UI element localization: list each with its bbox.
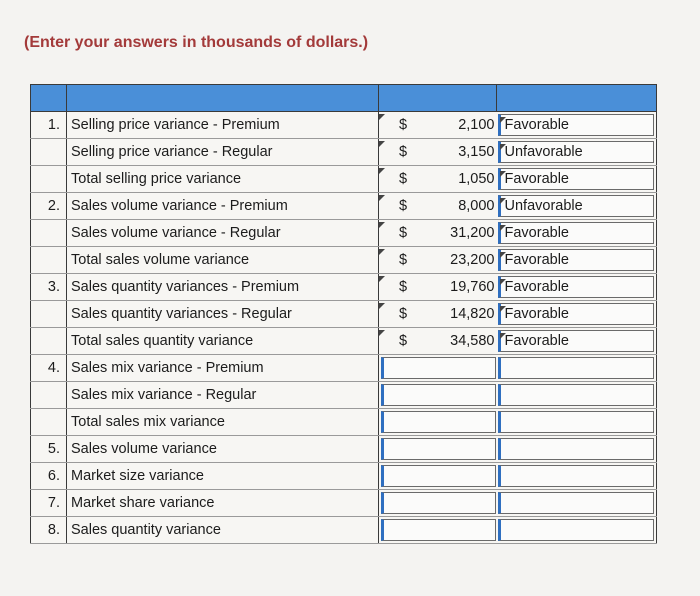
status-cell bbox=[497, 355, 657, 382]
dropdown-marker-icon bbox=[379, 303, 385, 309]
table-row bbox=[31, 166, 657, 193]
currency-symbol: $ bbox=[399, 171, 408, 187]
status-select[interactable] bbox=[498, 249, 655, 271]
amount-value[interactable]: 31,200 bbox=[450, 225, 495, 241]
amount-value[interactable]: 34,580 bbox=[450, 333, 495, 349]
row-number: 5. bbox=[31, 436, 67, 463]
status-value: Favorable bbox=[504, 225, 569, 241]
row-label: Sales volume variance bbox=[67, 436, 379, 463]
status-select[interactable] bbox=[498, 411, 655, 433]
status-value: Favorable bbox=[504, 171, 569, 187]
row-number bbox=[31, 382, 67, 409]
status-select[interactable] bbox=[498, 357, 655, 379]
dropdown-marker-icon bbox=[379, 249, 385, 255]
currency-symbol: $ bbox=[399, 306, 408, 322]
status-value: Favorable bbox=[504, 252, 569, 268]
status-cell bbox=[497, 247, 657, 274]
status-value: Favorable bbox=[504, 306, 569, 322]
status-select[interactable] bbox=[498, 438, 655, 460]
row-number: 8. bbox=[31, 517, 67, 544]
row-number bbox=[31, 328, 67, 355]
amount-input[interactable] bbox=[381, 438, 496, 460]
status-select[interactable] bbox=[498, 303, 655, 325]
row-label: Total sales quantity variance bbox=[67, 328, 379, 355]
amount-cell bbox=[379, 247, 497, 274]
currency-symbol: $ bbox=[399, 225, 408, 241]
table-row bbox=[31, 112, 657, 139]
row-label: Sales quantity variances - Premium bbox=[67, 274, 379, 301]
currency-symbol: $ bbox=[399, 279, 408, 295]
header-cell-number bbox=[31, 85, 67, 112]
row-label: Total sales volume variance bbox=[67, 247, 379, 274]
status-select[interactable] bbox=[498, 168, 655, 190]
status-select[interactable] bbox=[498, 195, 655, 217]
status-cell bbox=[497, 139, 657, 166]
amount-cell bbox=[379, 301, 497, 328]
table-header-row bbox=[31, 85, 657, 112]
amount-input[interactable] bbox=[381, 492, 496, 514]
currency-symbol: $ bbox=[399, 252, 408, 268]
status-cell bbox=[497, 301, 657, 328]
header-cell-label bbox=[67, 85, 379, 112]
row-number: 1. bbox=[31, 112, 67, 139]
status-select[interactable] bbox=[498, 519, 655, 541]
row-number: 4. bbox=[31, 355, 67, 382]
status-select[interactable] bbox=[498, 384, 655, 406]
amount-input[interactable] bbox=[381, 465, 496, 487]
row-label: Total selling price variance bbox=[67, 166, 379, 193]
row-label: Sales mix variance - Premium bbox=[67, 355, 379, 382]
status-value: Unfavorable bbox=[504, 198, 583, 214]
status-value: Favorable bbox=[504, 333, 569, 349]
amount-input[interactable] bbox=[381, 411, 496, 433]
amount-cell bbox=[379, 355, 497, 382]
status-select[interactable] bbox=[498, 141, 655, 163]
status-cell bbox=[497, 112, 657, 139]
table-row bbox=[31, 193, 657, 220]
table-row bbox=[31, 301, 657, 328]
amount-value[interactable]: 8,000 bbox=[458, 198, 495, 214]
row-number: 3. bbox=[31, 274, 67, 301]
currency-symbol: $ bbox=[399, 333, 408, 349]
dropdown-marker-icon bbox=[379, 141, 385, 147]
row-label: Selling price variance - Premium bbox=[67, 112, 379, 139]
status-cell bbox=[497, 274, 657, 301]
status-cell bbox=[497, 463, 657, 490]
row-number: 6. bbox=[31, 463, 67, 490]
table-row bbox=[31, 247, 657, 274]
status-cell bbox=[497, 382, 657, 409]
amount-cell bbox=[379, 220, 497, 247]
table-row bbox=[31, 490, 657, 517]
dropdown-marker-icon bbox=[379, 276, 385, 282]
amount-cell bbox=[379, 517, 497, 544]
status-cell bbox=[497, 328, 657, 355]
status-cell bbox=[497, 409, 657, 436]
currency-symbol: $ bbox=[399, 144, 408, 160]
table-row bbox=[31, 436, 657, 463]
row-number bbox=[31, 139, 67, 166]
row-label: Market share variance bbox=[67, 490, 379, 517]
header-cell-amount bbox=[379, 85, 497, 112]
amount-input[interactable] bbox=[381, 357, 496, 379]
status-select[interactable] bbox=[498, 330, 655, 352]
amount-cell bbox=[379, 409, 497, 436]
amount-value[interactable]: 14,820 bbox=[450, 306, 495, 322]
amount-cell bbox=[379, 382, 497, 409]
amount-input[interactable] bbox=[381, 384, 496, 406]
amount-value[interactable]: 2,100 bbox=[458, 117, 495, 133]
table-body bbox=[31, 112, 657, 544]
status-select[interactable] bbox=[498, 222, 655, 244]
status-cell bbox=[497, 166, 657, 193]
amount-cell bbox=[379, 328, 497, 355]
row-number: 2. bbox=[31, 193, 67, 220]
row-label: Selling price variance - Regular bbox=[67, 139, 379, 166]
row-number bbox=[31, 247, 67, 274]
status-select[interactable] bbox=[498, 114, 655, 136]
dropdown-marker-icon bbox=[379, 114, 385, 120]
table-row bbox=[31, 328, 657, 355]
currency-symbol: $ bbox=[399, 117, 408, 133]
amount-cell bbox=[379, 193, 497, 220]
row-number bbox=[31, 301, 67, 328]
status-value: Favorable bbox=[504, 117, 569, 133]
amount-cell bbox=[379, 490, 497, 517]
dropdown-marker-icon bbox=[379, 222, 385, 228]
amount-cell bbox=[379, 112, 497, 139]
status-value: Unfavorable bbox=[504, 144, 583, 160]
status-cell bbox=[497, 220, 657, 247]
table-row bbox=[31, 463, 657, 490]
table-row bbox=[31, 274, 657, 301]
row-label: Sales volume variance - Regular bbox=[67, 220, 379, 247]
amount-cell bbox=[379, 274, 497, 301]
amount-cell bbox=[379, 463, 497, 490]
table-row bbox=[31, 139, 657, 166]
status-select[interactable] bbox=[498, 276, 655, 298]
table-row bbox=[31, 409, 657, 436]
status-cell bbox=[497, 517, 657, 544]
amount-input[interactable] bbox=[381, 519, 496, 541]
header-cell-status bbox=[497, 85, 657, 112]
table-row bbox=[31, 220, 657, 247]
row-label: Sales volume variance - Premium bbox=[67, 193, 379, 220]
status-cell bbox=[497, 490, 657, 517]
dropdown-marker-icon bbox=[379, 168, 385, 174]
dropdown-marker-icon bbox=[379, 330, 385, 336]
row-number bbox=[31, 409, 67, 436]
amount-value[interactable]: 19,760 bbox=[450, 279, 495, 295]
status-select[interactable] bbox=[498, 465, 655, 487]
table-row bbox=[31, 355, 657, 382]
amount-cell bbox=[379, 166, 497, 193]
currency-symbol: $ bbox=[399, 198, 408, 214]
variance-table bbox=[30, 84, 657, 544]
amount-value[interactable]: 23,200 bbox=[450, 252, 495, 268]
variance-table-container bbox=[30, 84, 656, 544]
amount-cell bbox=[379, 436, 497, 463]
status-cell bbox=[497, 193, 657, 220]
row-label: Market size variance bbox=[67, 463, 379, 490]
amount-cell bbox=[379, 139, 497, 166]
row-label: Sales quantity variances - Regular bbox=[67, 301, 379, 328]
row-number bbox=[31, 166, 67, 193]
table-row bbox=[31, 382, 657, 409]
dropdown-marker-icon bbox=[379, 195, 385, 201]
row-label: Sales quantity variance bbox=[67, 517, 379, 544]
status-value: Favorable bbox=[504, 279, 569, 295]
amount-value[interactable]: 3,150 bbox=[458, 144, 495, 160]
row-label: Total sales mix variance bbox=[67, 409, 379, 436]
status-cell bbox=[497, 436, 657, 463]
instruction-text: (Enter your answers in thousands of dollars.) bbox=[24, 34, 369, 51]
amount-value[interactable]: 1,050 bbox=[458, 171, 495, 187]
row-number bbox=[31, 220, 67, 247]
status-select[interactable] bbox=[498, 492, 655, 514]
row-label: Sales mix variance - Regular bbox=[67, 382, 379, 409]
row-number: 7. bbox=[31, 490, 67, 517]
table-row bbox=[31, 517, 657, 544]
